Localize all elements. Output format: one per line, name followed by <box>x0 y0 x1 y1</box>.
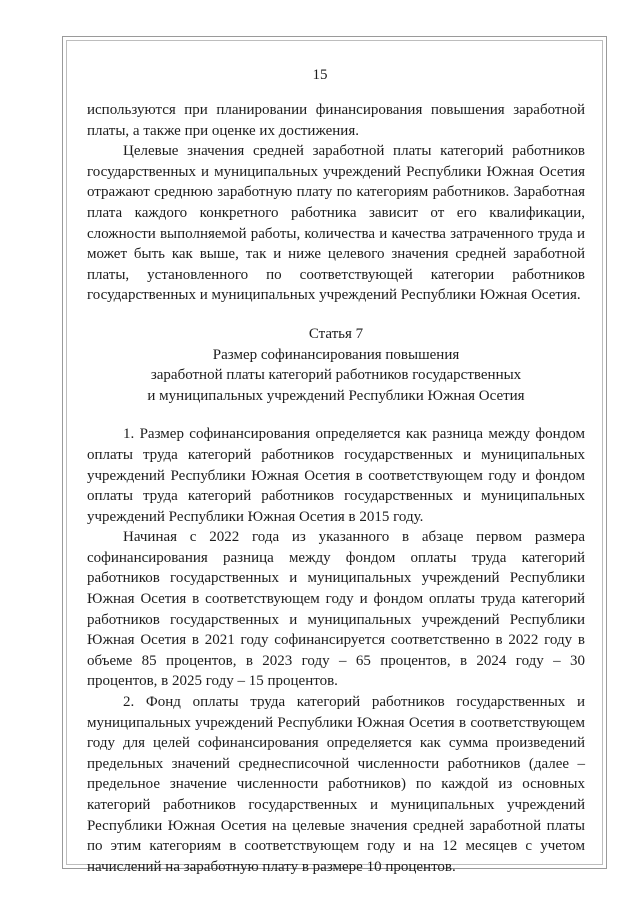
paragraph-clause-2: 2. Фонд оплаты труда категорий работников государственных и муниципальных учреждений Республики Южная Осетия в соответствующем году для целей софинансирования определяется как сумма произведений предельных значений среднесписочной численности работников (далее – предельное значение численности работников) по каждой из основных категорий работников государственных и муниципальных учреждений Республики Южная Осетия на целевые значения средней заработной платы по этим категориям в соответствующем году и на 12 месяцев с учетом начислений на заработную плату в размере 10 процентов. <box>87 694 585 875</box>
paragraph-target-values: Целевые значения средней заработной платы категорий работников государственных и муниципальных учреждений Республики Южная Осетия отражают среднюю заработную плату по категориям работников. Заработная плата каждого конкретного работника зависит от его квалификации, сложности выполняемой работы, количества и качества затраченного труда и может быть как выше, так и ниже целевого значения средней заработной платы, установленного по соответствующей категории работников государственных и муниципальных учреждений Республики Южная Осетия. <box>87 143 585 304</box>
paragraph-clause-1-continued: Начиная с 2022 года из указанного в абзаце первом размера софинансирования разница между фондом оплаты труда категорий работников государственных и муниципальных учреждений Республики Южная Осетия в соответствующем году и фондом оплаты труда категорий работников государственных и муниципальных учреждений Республики Южная Осетия в 2021 году софинансируется соответственно в 2022 году в объеме 85 процентов, в 2023 году – 65 процентов, в 2024 году – 30 процентов, в 2025 году – 15 процентов. <box>87 529 585 690</box>
paragraph-clause-1: 1. Размер софинансирования определяется как разница между фондом оплаты труда категорий работников государственных и муниципальных учреждений Республики Южная Осетия в соответствующем году и фондом оплаты труда категорий работников государственных и муниципальных учреждений Республики Южная Осетия в 2015 году. <box>87 426 585 525</box>
document-body <box>87 100 585 877</box>
paragraph-continuation: используются при планировании финансирования повышения заработной платы, а также при оценке их достижения. <box>87 102 585 139</box>
article-title-line-1: Размер софинансирования повышения <box>212 346 460 363</box>
page-number: 15 <box>312 67 328 83</box>
article-heading <box>87 324 585 406</box>
article-number: Статья 7 <box>308 325 364 342</box>
article-title-line-2: заработной платы категорий работников государственных <box>150 367 522 384</box>
article-title-line-3: и муниципальных учреждений Республики Южная Осетия <box>147 387 525 404</box>
